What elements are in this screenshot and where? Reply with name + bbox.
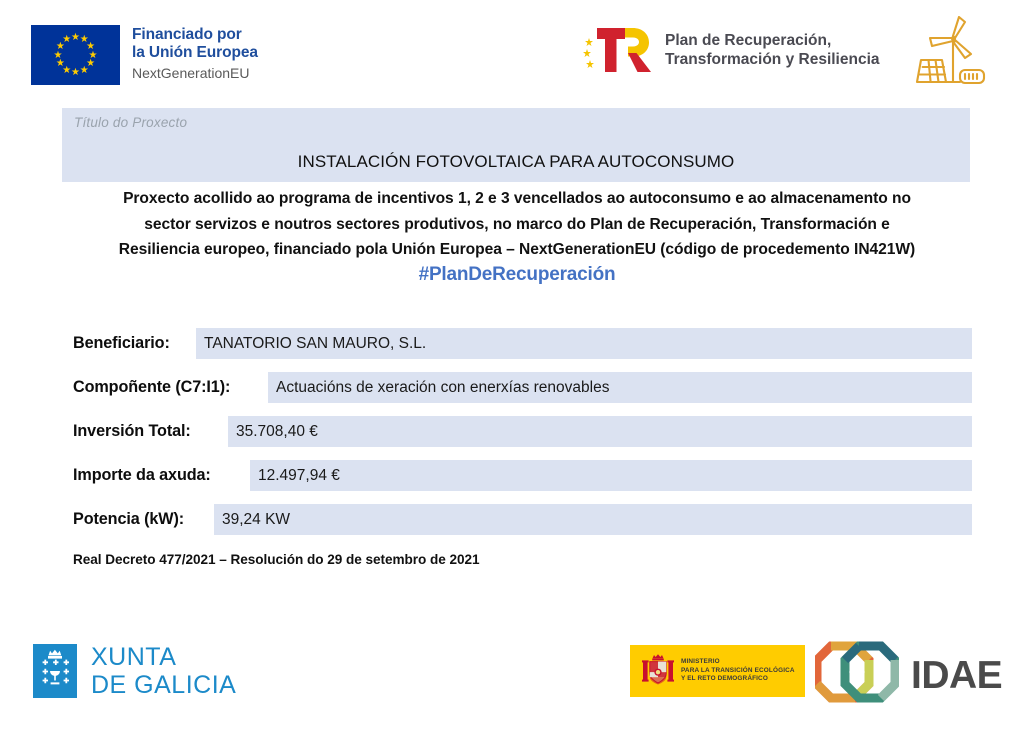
detail-value: 35.708,40 €: [236, 423, 318, 440]
eu-star-icon: ★: [71, 67, 80, 78]
spain-coat-of-arms-icon: [642, 651, 674, 692]
eu-star-icon: ★: [86, 58, 96, 70]
detail-row: [0, 372, 1034, 416]
detail-label: Beneficiario:: [73, 334, 170, 352]
project-title-box: [62, 108, 970, 182]
prtr-text-line1: Plan de Recuperación,: [665, 32, 832, 49]
project-title-label: Título do Proxecto: [74, 115, 188, 130]
ministry-text-line3: Y EL RETO DEMOGRÁFICO: [681, 675, 768, 683]
eu-star-icon: ★: [53, 49, 63, 61]
hashtag: #PlanDeRecuperación: [418, 264, 616, 285]
detail-value: Actuacións de xeración con enerxías renovables: [276, 379, 610, 396]
detail-value-bar: [228, 416, 972, 447]
eu-star-icon: ★: [79, 34, 89, 46]
prtr-text-line2: Transformación y Resiliencia: [665, 51, 880, 68]
ministry-logo-text: [681, 658, 795, 684]
eu-star-icon: ★: [55, 40, 65, 52]
xunta-text-line2: DE GALICIA: [91, 671, 237, 699]
xunta-text-line1: XUNTA: [91, 643, 177, 671]
detail-label: Inversión Total:: [73, 422, 191, 440]
detail-value: 39,24 KW: [222, 511, 291, 528]
detail-value-bar: [250, 460, 972, 491]
xunta-de-galicia-logo: [33, 643, 236, 699]
project-description: [52, 186, 982, 263]
detail-row: [0, 328, 1034, 372]
ministry-text-line2: PARA LA TRANSICIÓN ECOLÓGICA: [681, 666, 795, 674]
page-title: INSTALACIÓN FOTOVOLTAICA PARA AUTOCONSUMO: [297, 152, 735, 171]
detail-value: TANATORIO SAN MAURO, S.L.: [204, 335, 427, 352]
idae-logo: [815, 640, 1002, 711]
eu-flag-icon: [31, 25, 120, 85]
legal-reference: Real Decreto 477/2021 – Resolución do 29 de setembro de 2021: [73, 552, 480, 567]
galicia-coat-of-arms-icon: [33, 644, 77, 698]
ministerio-transicion-ecologica-logo: [630, 645, 805, 697]
detail-label: Compoñente (C7:I1):: [73, 378, 231, 396]
project-details-list: [0, 328, 1034, 548]
detail-label: Importe da axuda:: [73, 466, 211, 484]
detail-row: [0, 504, 1034, 548]
wind-turbine-solar-battery-icon: [908, 16, 988, 97]
description-line3: Resiliencia europeo, financiado pola Unión Europea – NextGenerationEU (código de procedemento IN421W): [118, 241, 916, 258]
eu-star-icon: ★: [62, 64, 72, 76]
eu-star-icon: ★: [86, 40, 96, 52]
tr-monogram-icon: [583, 22, 655, 78]
detail-row: [0, 460, 1034, 504]
page-header: [0, 0, 1034, 100]
eu-star-icon: ★: [55, 58, 65, 70]
idae-rings-icon: [815, 640, 899, 711]
eu-text-line2: la Unión Europea: [132, 44, 258, 61]
idae-wordmark: IDAE: [911, 653, 1003, 697]
eu-star-icon: ★: [79, 64, 89, 76]
detail-label: Potencia (kW):: [73, 510, 185, 528]
detail-row: [0, 416, 1034, 460]
eu-text-line3: NextGenerationEU: [132, 65, 250, 81]
plan-recuperacion-text: [665, 31, 880, 69]
ministry-text-line1: MINISTERIO: [681, 658, 720, 666]
detail-value: 12.497,94 €: [258, 467, 340, 484]
eu-logo-text: [132, 25, 258, 83]
detail-value-bar: [214, 504, 972, 535]
eu-star-icon: ★: [62, 34, 72, 46]
description-line2: sector servizos e noutros sectores produtivos, no marco do Plan de Recuperación, Transformación e: [144, 215, 890, 233]
eu-funding-logo: [31, 25, 258, 85]
eu-star-icon: ★: [71, 32, 80, 43]
xunta-logo-text: [91, 643, 236, 699]
eu-star-icon: ★: [88, 49, 98, 61]
plan-recuperacion-logo: [583, 22, 880, 78]
eu-text-line1: Financiado por: [132, 26, 242, 43]
description-line1: Proxecto acollido ao programa de incentivos 1, 2 e 3 vencellados ao autoconsumo e ao almacenamento no: [123, 190, 911, 207]
